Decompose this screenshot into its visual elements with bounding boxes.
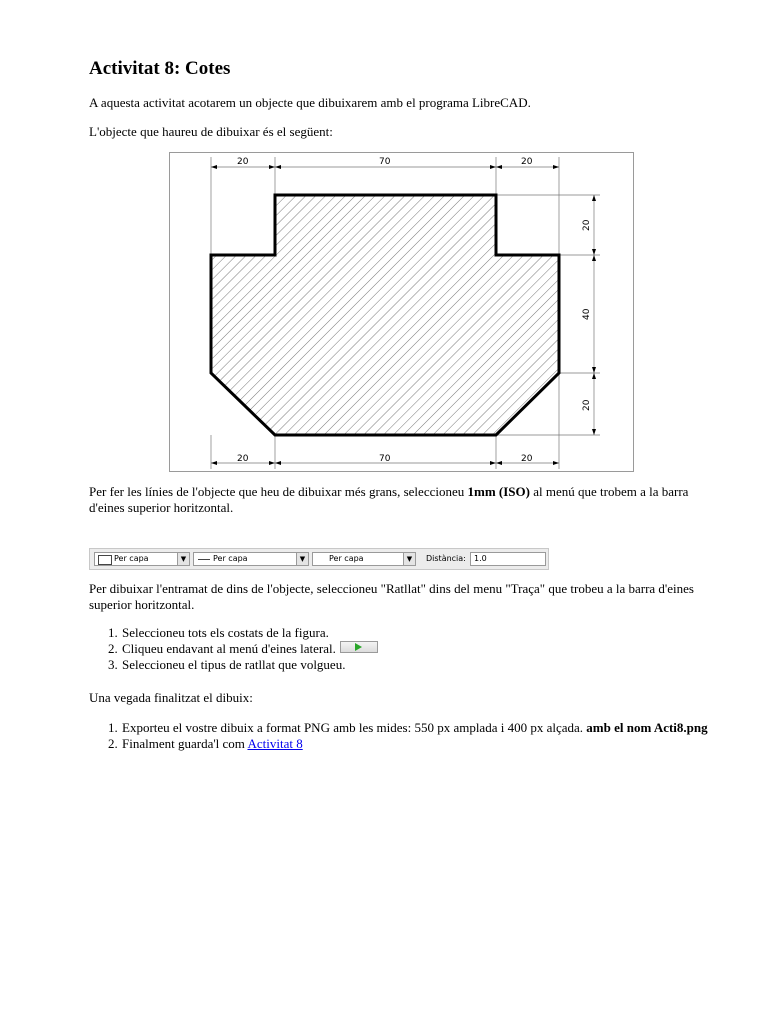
linewidth-combo[interactable] — [312, 552, 416, 566]
linetype-combo[interactable] — [193, 552, 309, 566]
dim-right-top: 20 — [582, 219, 592, 231]
list-item — [121, 736, 721, 752]
final-steps-list — [89, 720, 721, 752]
dim-bottom-left: 20 — [237, 454, 249, 464]
list-item-text: Finalment guarda'l com — [122, 736, 248, 751]
list-item-text: Exporteu el vostre dibuix a format PNG amb les mides: 550 px amplada i 400 px alçada. — [122, 720, 587, 735]
lines-paragraph-text: Per fer les línies de l'objecte que heu de dibuixar més grans, seleccioneu — [89, 484, 468, 499]
hatch-paragraph: Per dibuixar l'entramat de dins de l'objecte, seleccioneu "Ratllat" dins del menu "Traça" que trobeu a la barra d'eines superior horitzontal. — [89, 581, 694, 612]
distance-input[interactable]: 1.0 — [470, 552, 546, 566]
color-combo[interactable] — [94, 552, 190, 566]
list-item — [121, 720, 721, 736]
dim-bottom-right: 20 — [521, 454, 533, 464]
list-item-text: Seleccioneu el tipus de ratllat que volgueu. — [122, 657, 346, 672]
list-item — [121, 657, 378, 673]
object-intro-paragraph: L'objecte que haureu de dibuixar és el següent: — [89, 124, 333, 139]
forward-button[interactable] — [340, 641, 378, 653]
linetype-combo-value: Per capa — [213, 554, 248, 563]
activitat-8-link[interactable]: Activitat 8 — [247, 736, 303, 751]
line-sample-icon — [198, 559, 210, 560]
list-item — [121, 641, 378, 657]
page-title: Activitat 8: Cotes — [89, 58, 231, 79]
color-swatch-icon — [98, 555, 112, 565]
list-item-text: Seleccioneu tots els costats de la figura. — [122, 625, 329, 640]
dim-bottom-middle: 70 — [379, 454, 391, 464]
color-combo-value: Per capa — [114, 554, 149, 563]
lines-paragraph-bold: 1mm (ISO) — [467, 484, 530, 499]
lines-paragraph-text-end: al menú que trobem a la barra d'eines superior horitzontal. — [89, 484, 689, 515]
distance-label: Distància: — [426, 554, 466, 563]
hatch-steps-list — [89, 625, 378, 673]
chevron-down-icon: ▼ — [177, 553, 189, 565]
pen-toolbar — [89, 548, 549, 570]
list-item-bold: amb el nom Acti8.png — [586, 720, 708, 735]
technical-drawing-svg — [170, 153, 633, 471]
dim-right-middle: 40 — [582, 308, 592, 320]
chevron-down-icon: ▼ — [296, 553, 308, 565]
list-item — [121, 625, 378, 641]
play-icon — [355, 643, 362, 651]
chevron-down-icon: ▼ — [403, 553, 415, 565]
dim-right-bottom: 20 — [582, 399, 592, 411]
intro-paragraph: A aquesta activitat acotarem un objecte que dibuixarem amb el programa LibreCAD. — [89, 95, 531, 110]
final-intro-paragraph: Una vegada finalitzat el dibuix: — [89, 690, 253, 705]
lines-paragraph — [89, 484, 721, 516]
linewidth-combo-value: Per capa — [329, 554, 364, 563]
dim-top-right: 20 — [521, 157, 533, 167]
dim-top-left: 20 — [237, 157, 249, 167]
list-item-text: Cliqueu endavant al menú d'eines lateral. — [122, 641, 336, 656]
dim-top-middle: 70 — [379, 157, 391, 167]
technical-drawing — [169, 152, 634, 472]
